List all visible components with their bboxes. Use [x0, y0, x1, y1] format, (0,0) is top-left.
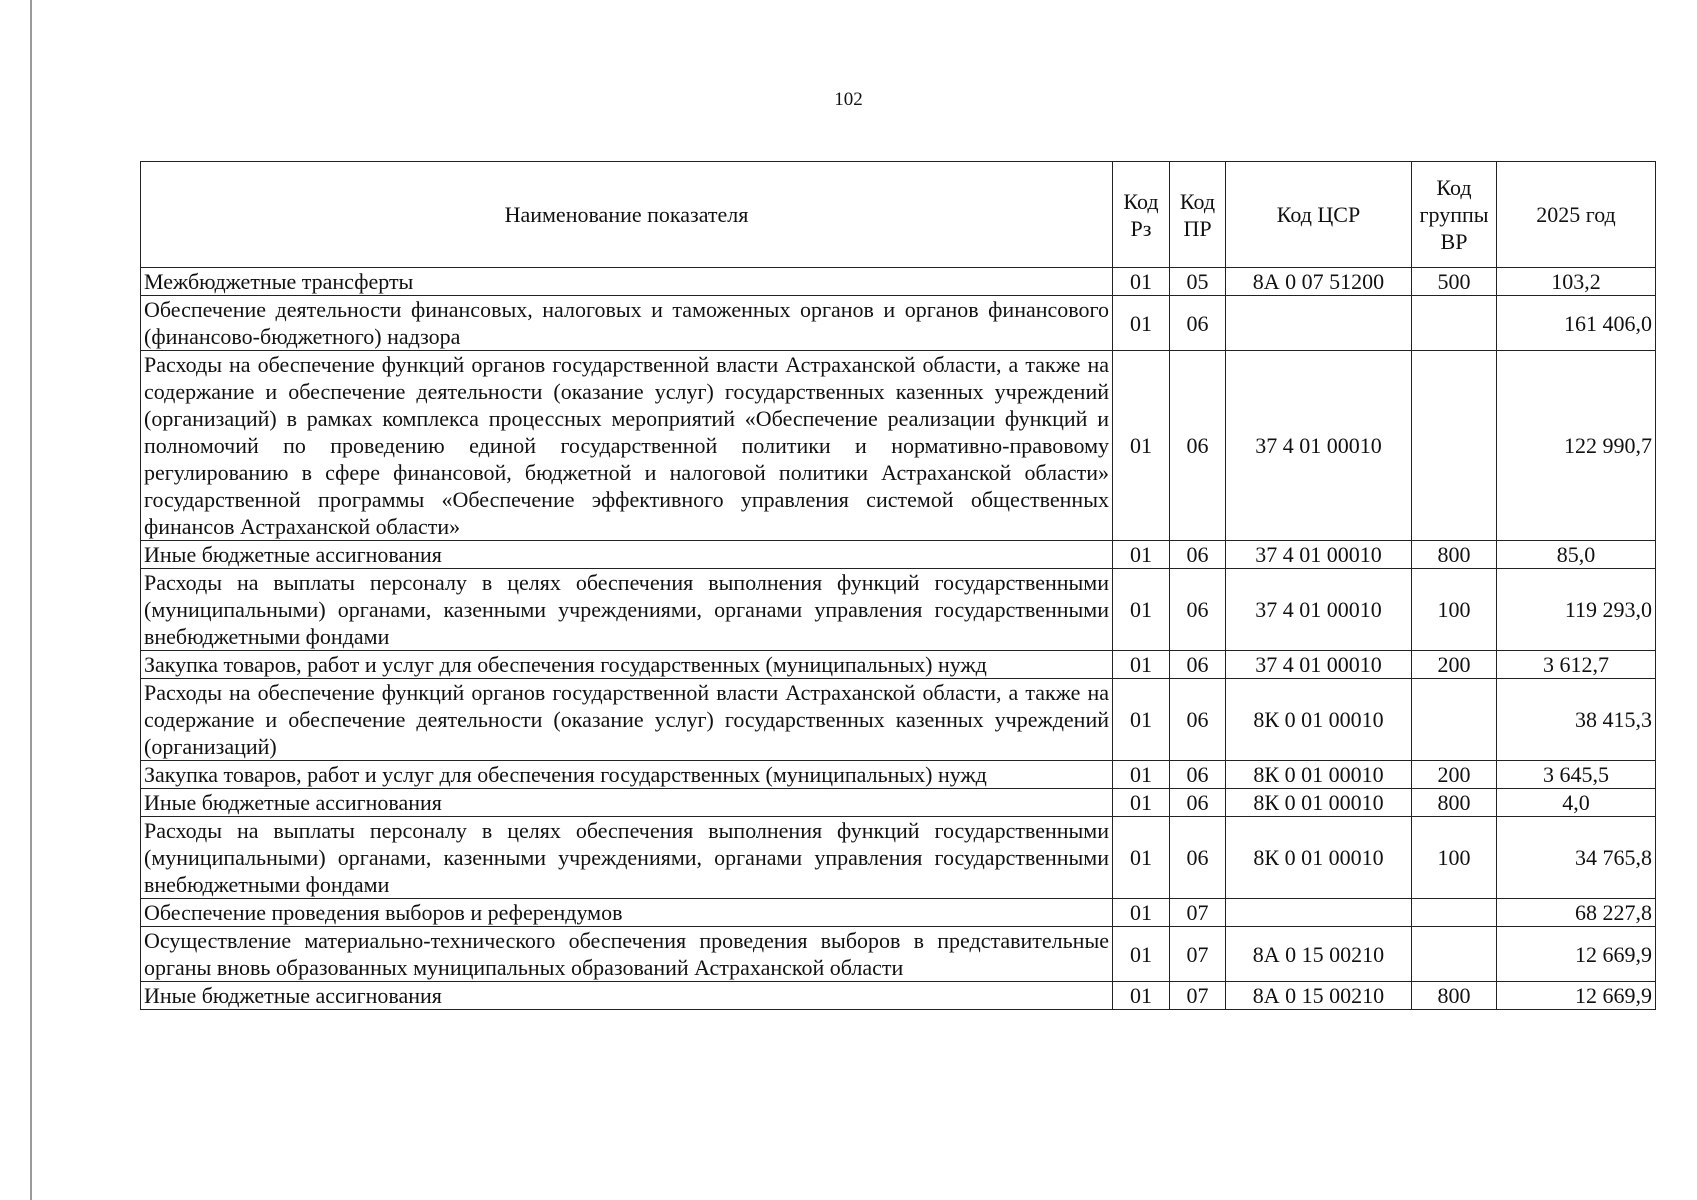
row-csr: 37 4 01 00010	[1226, 569, 1412, 651]
row-amount: 161 406,0	[1497, 296, 1656, 351]
row-amount: 119 293,0	[1497, 569, 1656, 651]
row-vr: 800	[1412, 789, 1497, 817]
row-amount: 34 765,8	[1497, 817, 1656, 899]
row-rz: 01	[1113, 651, 1170, 679]
row-csr: 8А 0 07 51200	[1226, 268, 1412, 296]
table-row	[141, 268, 1656, 296]
table-row	[141, 541, 1656, 569]
row-vr	[1412, 927, 1497, 982]
row-pr: 06	[1170, 789, 1226, 817]
row-name: Расходы на обеспечение функций органов государственной власти Астраханской области, а также на содержание и обеспечение деятельности (оказание услуг) государственных казенных учреждений (организаций) в рамках комплекса процессных мероприятий «Обеспечение реализации функций и полномочий по проведению единой государственной политики и нормативно-правовому регулированию в сфере финансовой, бюджетной и налоговой политики Астраханской области» государственной программы «Обеспечение эффективного управления системой общественных финансов Астраханской области»	[141, 351, 1113, 541]
row-csr: 8К 0 01 00010	[1226, 761, 1412, 789]
header-rz: Код Рз	[1113, 162, 1170, 268]
table-row	[141, 927, 1656, 982]
row-name: Иные бюджетные ассигнования	[141, 541, 1113, 569]
row-pr: 06	[1170, 651, 1226, 679]
header-pr: Код ПР	[1170, 162, 1226, 268]
row-name: Закупка товаров, работ и услуг для обеспечения государственных (муниципальных) нужд	[141, 651, 1113, 679]
row-rz: 01	[1113, 817, 1170, 899]
table-row	[141, 817, 1656, 899]
table-row	[141, 899, 1656, 927]
header-name: Наименование показателя	[141, 162, 1113, 268]
row-name: Осуществление материально-технического обеспечения проведения выборов в представительные органы вновь образованных муниципальных образований Астраханской области	[141, 927, 1113, 982]
row-vr	[1412, 679, 1497, 761]
row-vr: 200	[1412, 651, 1497, 679]
row-csr: 37 4 01 00010	[1226, 351, 1412, 541]
row-name: Расходы на обеспечение функций органов государственной власти Астраханской области, а также на содержание и обеспечение деятельности (оказание услуг) государственных казенных учреждений (организаций)	[141, 679, 1113, 761]
row-csr: 8А 0 15 00210	[1226, 927, 1412, 982]
row-name: Межбюджетные трансферты	[141, 268, 1113, 296]
binding-margin-line	[30, 0, 32, 1200]
row-pr: 06	[1170, 761, 1226, 789]
row-rz: 01	[1113, 789, 1170, 817]
row-pr: 07	[1170, 899, 1226, 927]
row-rz: 01	[1113, 927, 1170, 982]
row-vr: 800	[1412, 982, 1497, 1010]
row-vr	[1412, 899, 1497, 927]
row-csr	[1226, 899, 1412, 927]
row-pr: 06	[1170, 296, 1226, 351]
row-name: Расходы на выплаты персоналу в целях обеспечения выполнения функций государственными (муниципальными) органами, казенными учреждениями, органами управления государственными внебюджетными фондами	[141, 569, 1113, 651]
page-number: 102	[834, 89, 863, 110]
header-vr: Код группы ВР	[1412, 162, 1497, 268]
table-row	[141, 296, 1656, 351]
row-csr	[1226, 296, 1412, 351]
row-csr: 8А 0 15 00210	[1226, 982, 1412, 1010]
row-amount: 103,2	[1497, 268, 1656, 296]
row-pr: 06	[1170, 569, 1226, 651]
row-csr: 37 4 01 00010	[1226, 541, 1412, 569]
row-csr: 8К 0 01 00010	[1226, 679, 1412, 761]
table-row	[141, 789, 1656, 817]
row-vr: 500	[1412, 268, 1497, 296]
row-rz: 01	[1113, 569, 1170, 651]
row-vr: 800	[1412, 541, 1497, 569]
row-rz: 01	[1113, 982, 1170, 1010]
table-row	[141, 982, 1656, 1010]
table-row	[141, 351, 1656, 541]
row-pr: 06	[1170, 679, 1226, 761]
header-year: 2025 год	[1497, 162, 1656, 268]
row-amount: 38 415,3	[1497, 679, 1656, 761]
row-vr: 100	[1412, 569, 1497, 651]
row-vr	[1412, 296, 1497, 351]
table-row	[141, 679, 1656, 761]
row-rz: 01	[1113, 351, 1170, 541]
row-amount: 12 669,9	[1497, 927, 1656, 982]
row-pr: 07	[1170, 927, 1226, 982]
row-rz: 01	[1113, 296, 1170, 351]
table-header-row	[141, 162, 1656, 268]
row-csr: 8К 0 01 00010	[1226, 789, 1412, 817]
table-row	[141, 651, 1656, 679]
row-amount: 3 645,5	[1497, 761, 1656, 789]
row-rz: 01	[1113, 899, 1170, 927]
budget-table	[140, 161, 1656, 1010]
row-name: Иные бюджетные ассигнования	[141, 982, 1113, 1010]
row-pr: 06	[1170, 351, 1226, 541]
row-csr: 8К 0 01 00010	[1226, 817, 1412, 899]
row-pr: 06	[1170, 817, 1226, 899]
row-name: Обеспечение деятельности финансовых, налоговых и таможенных органов и органов финансового (финансово-бюджетного) надзора	[141, 296, 1113, 351]
row-vr	[1412, 351, 1497, 541]
row-rz: 01	[1113, 541, 1170, 569]
row-name: Расходы на выплаты персоналу в целях обеспечения выполнения функций государственными (муниципальными) органами, казенными учреждениями, органами управления государственными внебюджетными фондами	[141, 817, 1113, 899]
row-name: Закупка товаров, работ и услуг для обеспечения государственных (муниципальных) нужд	[141, 761, 1113, 789]
row-vr: 100	[1412, 817, 1497, 899]
row-pr: 05	[1170, 268, 1226, 296]
row-amount: 68 227,8	[1497, 899, 1656, 927]
row-rz: 01	[1113, 761, 1170, 789]
table-row	[141, 761, 1656, 789]
row-pr: 06	[1170, 541, 1226, 569]
table-row	[141, 569, 1656, 651]
row-amount: 122 990,7	[1497, 351, 1656, 541]
row-amount: 3 612,7	[1497, 651, 1656, 679]
row-rz: 01	[1113, 679, 1170, 761]
row-name: Иные бюджетные ассигнования	[141, 789, 1113, 817]
row-name: Обеспечение проведения выборов и референдумов	[141, 899, 1113, 927]
row-amount: 12 669,9	[1497, 982, 1656, 1010]
row-vr: 200	[1412, 761, 1497, 789]
row-csr: 37 4 01 00010	[1226, 651, 1412, 679]
row-amount: 85,0	[1497, 541, 1656, 569]
row-rz: 01	[1113, 268, 1170, 296]
row-amount: 4,0	[1497, 789, 1656, 817]
header-csr: Код ЦСР	[1226, 162, 1412, 268]
row-pr: 07	[1170, 982, 1226, 1010]
